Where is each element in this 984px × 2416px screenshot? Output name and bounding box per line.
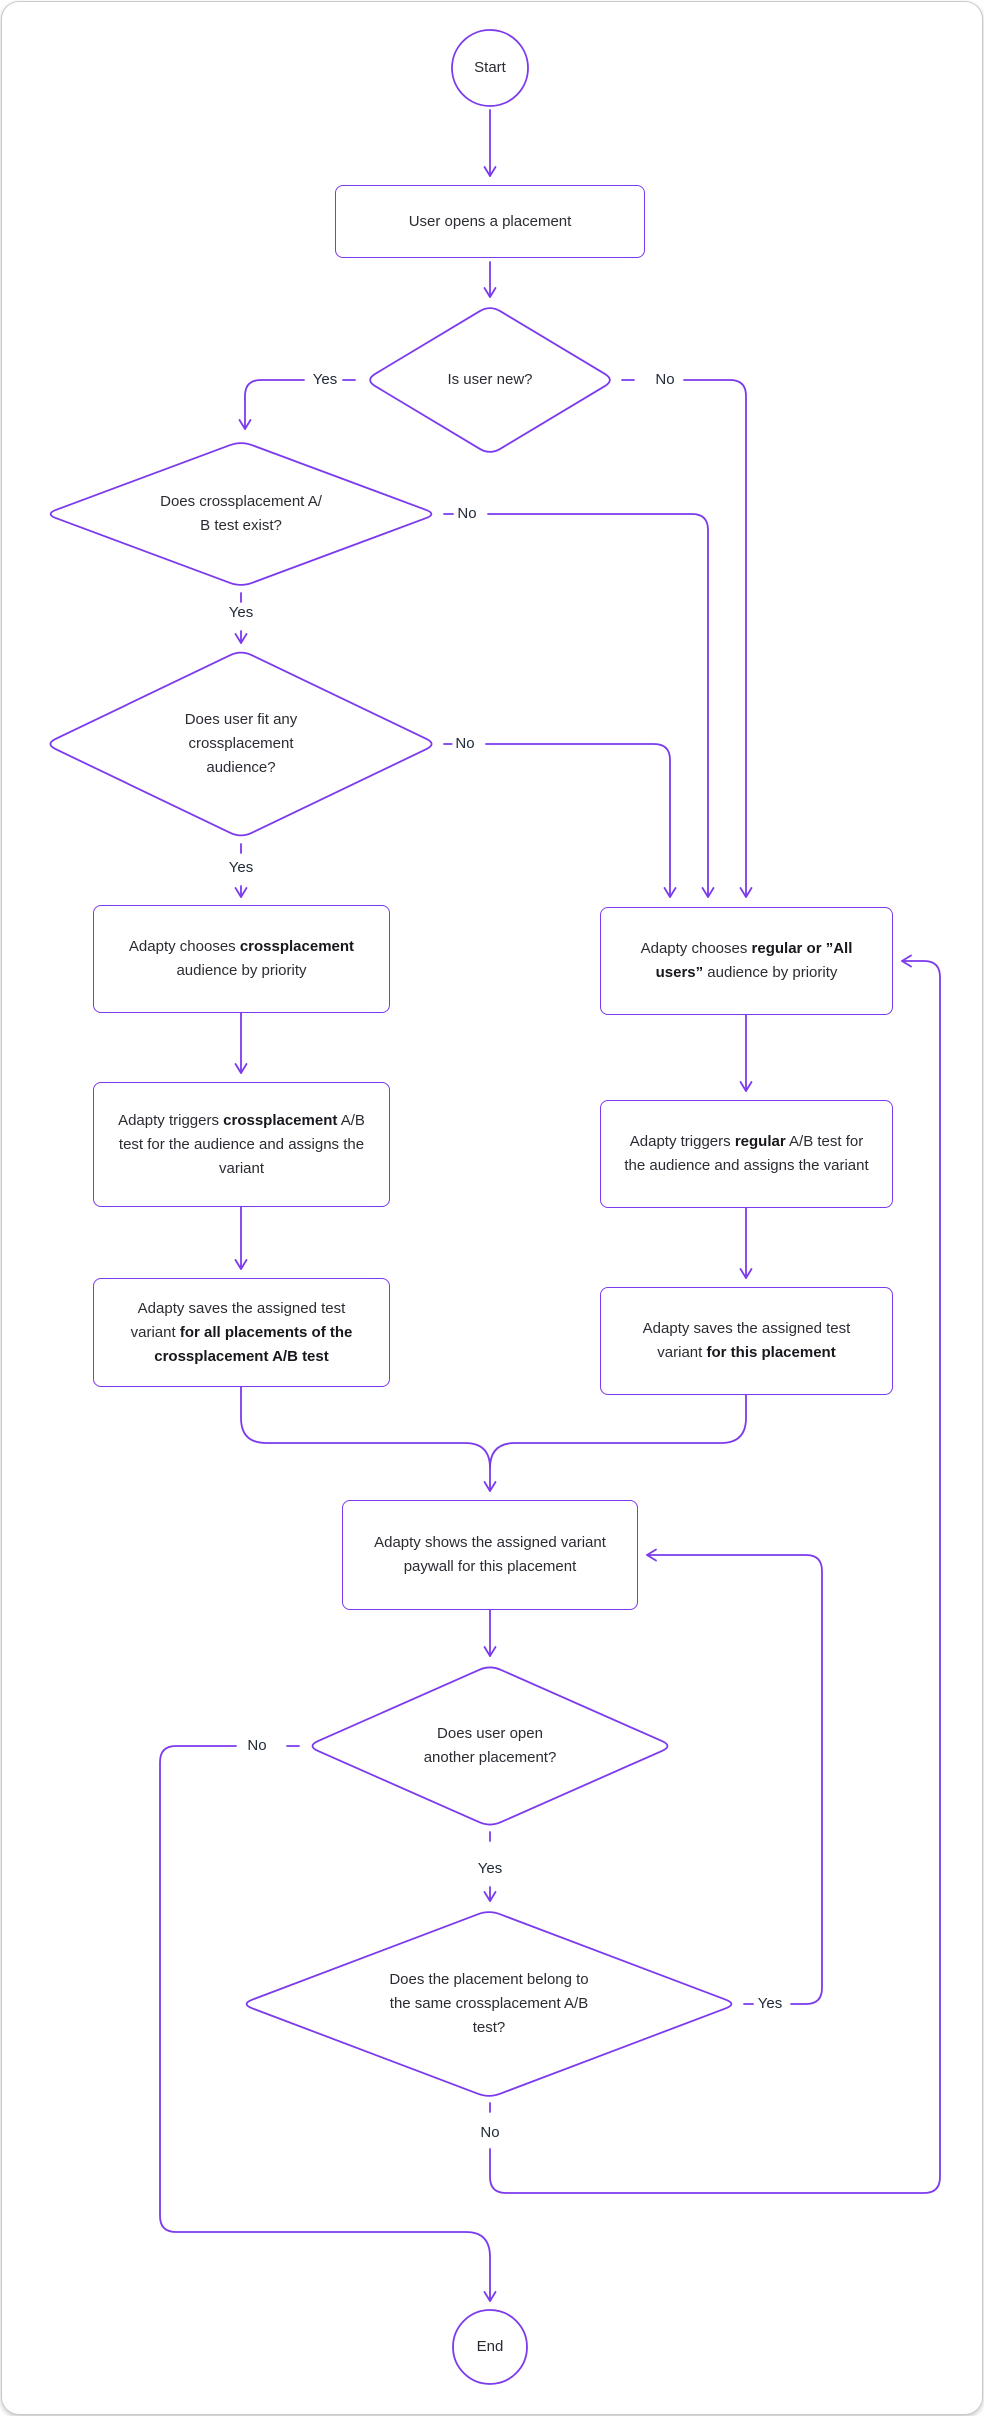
node-choose-crossplacement-audience: Adapty chooses crossplacement audience by priority — [93, 905, 390, 1013]
edge-label-isnew-no: No — [652, 371, 677, 389]
start-node-shape — [452, 30, 528, 106]
edge-label-another-yes: Yes — [475, 1860, 505, 1878]
edge-same-yes — [647, 1555, 822, 2004]
node-save-crossplacement-variant: Adapty saves the assigned test variant for all placements of the crossplacement A/B test — [93, 1278, 390, 1387]
edge-isnew-yes — [245, 380, 304, 429]
decision-open-another-shape — [313, 1667, 668, 1824]
edge-exists-no — [488, 514, 708, 897]
edge-label-fits-yes: Yes — [226, 859, 256, 877]
node-show-paywall: Adapty shows the assigned variant paywall for this placement — [342, 1500, 638, 1610]
edge-fits-no — [486, 744, 670, 897]
edge-label-same-no: No — [477, 2124, 502, 2142]
edge-l3-merge — [241, 1387, 490, 1491]
end-node-label: End — [476, 2338, 504, 2355]
node-trigger-regular-test: Adapty triggers regular A/B test for the audience and assigns the variant — [600, 1100, 893, 1208]
node-trigger-crossplacement-test: Adapty triggers crossplacement A/B test for the audience and assigns the variant — [93, 1082, 390, 1207]
edge-r3-merge — [490, 1395, 746, 1468]
decision-is-user-new-shape — [370, 308, 610, 452]
edge-label-fits-no: No — [452, 735, 477, 753]
decision-fits-audience-label: Does user fit any crossplacement audience? — [184, 711, 298, 776]
end-node-shape — [453, 2310, 527, 2384]
edge-isnew-no — [684, 380, 746, 897]
decision-crossplacement-exists-shape — [51, 443, 432, 585]
edge-label-isnew-yes: Yes — [310, 371, 340, 389]
decision-open-another-label: Does user open another placement? — [423, 1725, 557, 1766]
start-node-label: Start — [474, 59, 506, 76]
decision-crossplacement-exists-label: Does crossplacement A/ B test exist? — [160, 493, 322, 534]
node-save-regular-variant: Adapty saves the assigned test variant for this placement — [600, 1287, 893, 1395]
decision-fits-audience-shape — [50, 653, 431, 836]
decision-is-user-new-label: Is user new? — [447, 371, 533, 388]
edge-label-exists-yes: Yes — [226, 604, 256, 622]
edge-label-same-yes: Yes — [755, 1995, 785, 2013]
edge-label-another-no: No — [244, 1737, 269, 1755]
edge-label-exists-no: No — [454, 505, 479, 523]
node-user-opens-placement: User opens a placement — [335, 185, 645, 258]
node-choose-regular-audience: Adapty chooses regular or ”All users” audience by priority — [600, 907, 893, 1015]
decision-same-cross-test-shape — [247, 1912, 732, 2096]
decision-same-cross-test-label: Does the placement belong to the same crossplacement A/B test? — [389, 1971, 589, 2036]
